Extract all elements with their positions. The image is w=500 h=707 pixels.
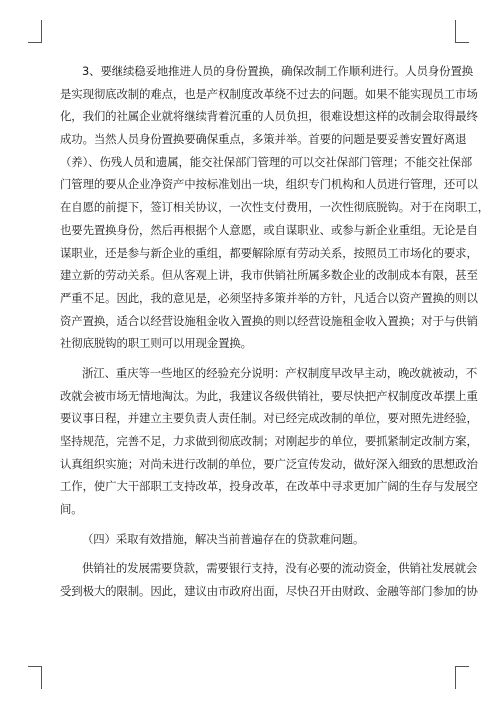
crop-mark-top-left: [28, 20, 42, 43]
crop-mark-bottom-left: [28, 666, 42, 689]
text-line: 成功。当然人员身份置换要确保重点，多策并举。首要的问题是要妥善安置好离退: [60, 132, 467, 147]
section-heading: （四）采取有效措施，解决当前普遍存在的贷款难问题。: [82, 531, 365, 546]
text-line: 社彻底脱钩的职工则可以用现金置换。: [60, 336, 252, 351]
text-line: 严重不足。因此，我的意见是，必须坚持多策并举的方针，凡适合以资产置换的则以: [60, 290, 478, 305]
paragraph-regional-experience: [60, 362, 478, 521]
text-line: 建立新的劳动关系。但从客观上讲，我市供销社所属多数企业的改制成本有限，甚至: [60, 268, 478, 283]
document-body: [60, 60, 490, 603]
text-line: 3、要继续稳妥地推进人员的身份置换，确保改制工作顺利进行。人员身份置换: [82, 64, 474, 78]
text-line: 化，我们的社属企业就将继续背着沉重的人员负担，很难设想这样的改制会取得最终: [60, 109, 478, 124]
crop-mark-bottom-right: [455, 666, 469, 689]
paragraph-loan-needs: [60, 557, 478, 602]
text-line: 要议事日程，并建立主要负责人责任制。对已经完成改制的单位，要对照先进经验，: [60, 411, 478, 426]
text-line: 坚持规范，完善不足，力求做到彻底改制；对刚起步的单位，要抓紧制定改制方案，: [60, 434, 478, 448]
text-line: 资产置换，适合以经营设施租金收入置换的则以经营设施租金收入置换；对于与供销: [60, 313, 478, 328]
text-line: （养）、伤残人员和遗属，能交社保部门管理的可以交社保部门管理；不能交社保部: [60, 154, 473, 169]
text-line: 间。: [60, 502, 83, 517]
text-line: 浙江、重庆等一些地区的经验充分说明：产权制度早改早主动，晚改就被动，不: [82, 365, 478, 380]
section-heading-loans: [60, 528, 440, 551]
text-line: 谋职业，还是参与新企业的重组，都要解除原有劳动关系，按照员工市场化的要求，: [60, 245, 478, 260]
text-line: 工作，使广大干部职工支持改革，投身改革，在改革中寻求更加广阔的生存与发展空: [60, 479, 478, 494]
paragraph-identity-replacement: [60, 60, 490, 355]
text-line: 是实现彻底改制的难点，也是产权制度改革绕不过去的问题。如果不能实现员工市场: [60, 86, 478, 101]
text-line: 受到极大的限制。因此，建议由市政府出面，尽快召开由财政、金融等部门参加的协: [60, 584, 478, 599]
text-line: 改就会被市场无情地淘汰。为此，我建议各级供销社，要尽快把产权制度改革摆上重: [60, 388, 478, 403]
text-line: 供销社的发展需要贷款，需要银行支持，没有必要的流动资金，供销社发展就会: [82, 561, 478, 576]
text-line: 也要先置换身份，然后再根据个人意愿，或自谋职业、或参与新企业重组。无论是自: [60, 222, 478, 237]
text-line: 门管理的要从企业净资产中按标准划出一块，组织专门机构和人员进行管理，还可以: [60, 177, 478, 192]
text-line: 认真组织实施；对尚未进行改制的单位，要广泛宣传发动，做好深入细致的思想政治: [60, 456, 478, 471]
text-line: 在自愿的前提下，签订相关协议，一次性支付费用，一次性彻底脱钩。对于在岗职工，: [60, 200, 490, 215]
crop-mark-top-right: [455, 20, 469, 43]
